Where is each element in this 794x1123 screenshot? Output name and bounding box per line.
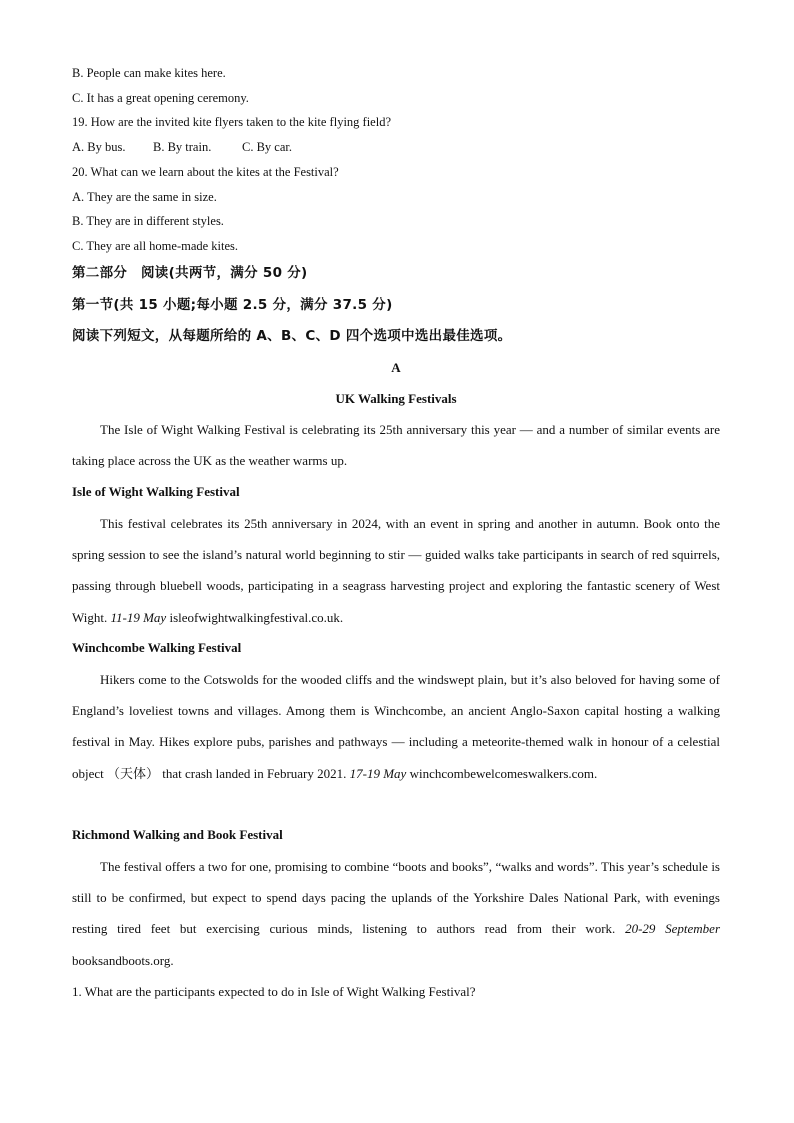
q18-option-c: C. It has a great opening ceremony. (72, 91, 249, 105)
festival-heading: Isle of Wight Walking Festival (72, 484, 240, 499)
q20-stem: 20. What can we learn about the kites at the Festival? (72, 165, 339, 179)
festival-paragraph (72, 508, 720, 633)
festival-paragraph (72, 851, 720, 976)
q1-stem: 1. What are the participants expected to do in Isle of Wight Walking Festival? (72, 984, 476, 999)
q19-option-c: C. By car. (242, 140, 292, 154)
q19-option-a: A. By bus. (72, 140, 126, 154)
festival-body: This festival celebrates its 25th anniversary in 2024, with an event in spring and another in autumn. Book onto the spring session to see the island’s natural world beginning to stir — guided walks take participants in search of red squirrels, passing through bluebell woods, participating in a seagrass harvesting project and exploring the fantastic scenery of West Wight. (72, 516, 720, 625)
festival-heading: Winchcombe Walking Festival (72, 640, 242, 655)
festival-website: winchcombewelcomeswalkers.com. (409, 765, 598, 781)
festival-dates: 11-19 May (110, 609, 167, 625)
q20-option-c: C. They are all home-made kites. (72, 239, 239, 253)
festival-paragraph (72, 664, 720, 789)
festival-body: Hikers come to the Cotswolds for the wooded cliffs and the windswept plain, but it’s also beloved for having some of England’s loveliest towns and villages. Among them is Winchcombe, an ancient Anglo-Saxon capital hosting a walking festival in May. Hikes explore pubs, parishes and pathways — including a meteorite-themed walk in honour of a celestial object （天体） that crash landed in February 2021. (72, 672, 720, 781)
festival-website: isleofwightwalkingfestival.co.uk. (169, 609, 344, 625)
q18-option-b: B. People can make kites here. (72, 66, 226, 80)
passage-letter: A (391, 360, 401, 375)
instruction: 阅读下列短文，从每题所给的 A、B、C、D 四个选项中选出最佳选项。 (72, 328, 512, 344)
festival-heading: Richmond Walking and Book Festival (72, 827, 283, 842)
q19-option-b: B. By train. (153, 140, 212, 154)
q19-options (72, 139, 292, 155)
part-title: 第二部分 阅读(共两节，满分 50 分) (72, 265, 308, 281)
passage-title: UK Walking Festivals (335, 391, 457, 406)
q20-option-a: A. They are the same in size. (72, 190, 217, 204)
festival-dates: 17-19 May (349, 765, 407, 781)
festival-body: The festival offers a two for one, promising to combine “boots and books”, “walks and words”. This year’s schedule is still to be confirmed, but expect to spend days pacing the uplands of the Yorkshire Dales National Park, with evenings resting tired feet but exercising curious minds, listening to authors read from their work. (72, 859, 720, 937)
festival-website: booksandboots.org. (72, 952, 174, 968)
q20-option-b: B. They are in different styles. (72, 214, 224, 228)
festival-dates: 20-29 September (625, 921, 721, 937)
section-title: 第一节(共 15 小题;每小题 2.5 分，满分 37.5 分) (72, 297, 393, 313)
intro-paragraph: The Isle of Wight Walking Festival is celebrating its 25th anniversary this year — and a number of similar events are taking place across the UK as the weather warms up. (72, 422, 720, 469)
q19-stem: 19. How are the invited kite flyers taken to the kite flying field? (72, 115, 392, 129)
